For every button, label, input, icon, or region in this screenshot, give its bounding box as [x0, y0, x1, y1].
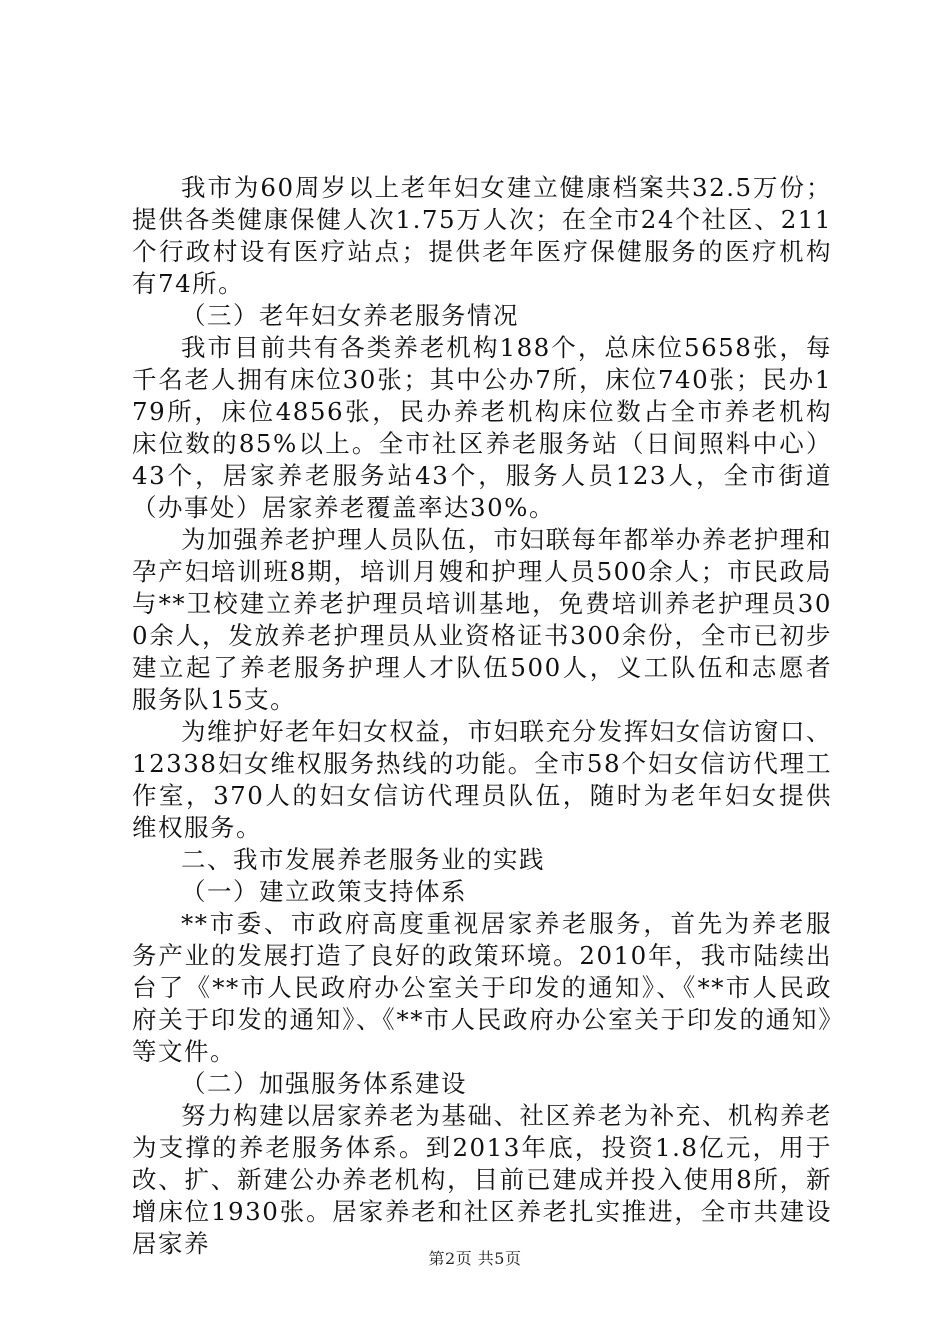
paragraph-care-institutions: 我市目前共有各类养老机构188个，总床位5658张，每千名老人拥有床位30张；其中公办7所，床位740张；民办179所，床位4856张，民办养老机构床位数占全市养老机构床位数的85%以上。全市社区养老服务站（日间照料中心）43个，居家养老服务站43个，服务人员123人，全市街道（办事处）居家养老覆盖率达30%。 [132, 333, 832, 522]
paragraph-service-system: 努力构建以居家养老为基础、社区养老为补充、机构养老为支撑的养老服务体系。到2013年底，投资1.8亿元，用于改、扩、新建公办养老机构，目前已建成并投入使用8所，新增床位1930张。居家养老和社区养老扎实推进，全市共建设居家养 [132, 1101, 832, 1258]
paragraph-policy-environment: **市委、市政府高度重视居家养老服务，首先为养老服务产业的发展打造了良好的政策环境。2010年，我市陆续出台了《**市人民政府办公室关于印发的通知》、《**市人民政府关于印发的通知》、《**市人民政府办公室关于印发的通知》等文件。 [132, 909, 832, 1066]
subsection-heading-policy-support: （一）建立政策支持体系 [181, 877, 467, 906]
document-body [132, 172, 832, 1260]
paragraph-women-rights: 为维护好老年妇女权益，市妇联充分发挥妇女信访窗口、12338妇女维权服务热线的功能。全市58个妇女信访代理工作室，370人的妇女信访代理员队伍，随时为老年妇女提供维权服务。 [132, 717, 832, 842]
section-heading-elderly-care-services: （三）老年妇女养老服务情况 [181, 301, 519, 330]
paragraph-health-records: 我市为60周岁以上老年妇女建立健康档案共32.5万份；提供各类健康保健人次1.75万人次；在全市24个社区、211个行政村设有医疗站点；提供老年医疗保健服务的医疗机构有74所。 [132, 173, 832, 298]
paragraph-nursing-staff: 为加强养老护理人员队伍，市妇联每年都举办养老护理和孕产妇培训班8期，培训月嫂和护理人员500余人；市民政局与**卫校建立养老护理员培训基地，免费培训养老护理员300余人，发放养老护理员从业资格证书300余份，全市已初步建立起了养老服务护理人才队伍500人，义工队伍和志愿者服务队15支。 [132, 525, 832, 714]
subsection-heading-service-system: （二）加强服务体系建设 [181, 1069, 467, 1098]
page-footer: 第2页 共5页 [428, 1249, 522, 1268]
section-heading-practice: 二、我市发展养老服务业的实践 [181, 845, 545, 874]
